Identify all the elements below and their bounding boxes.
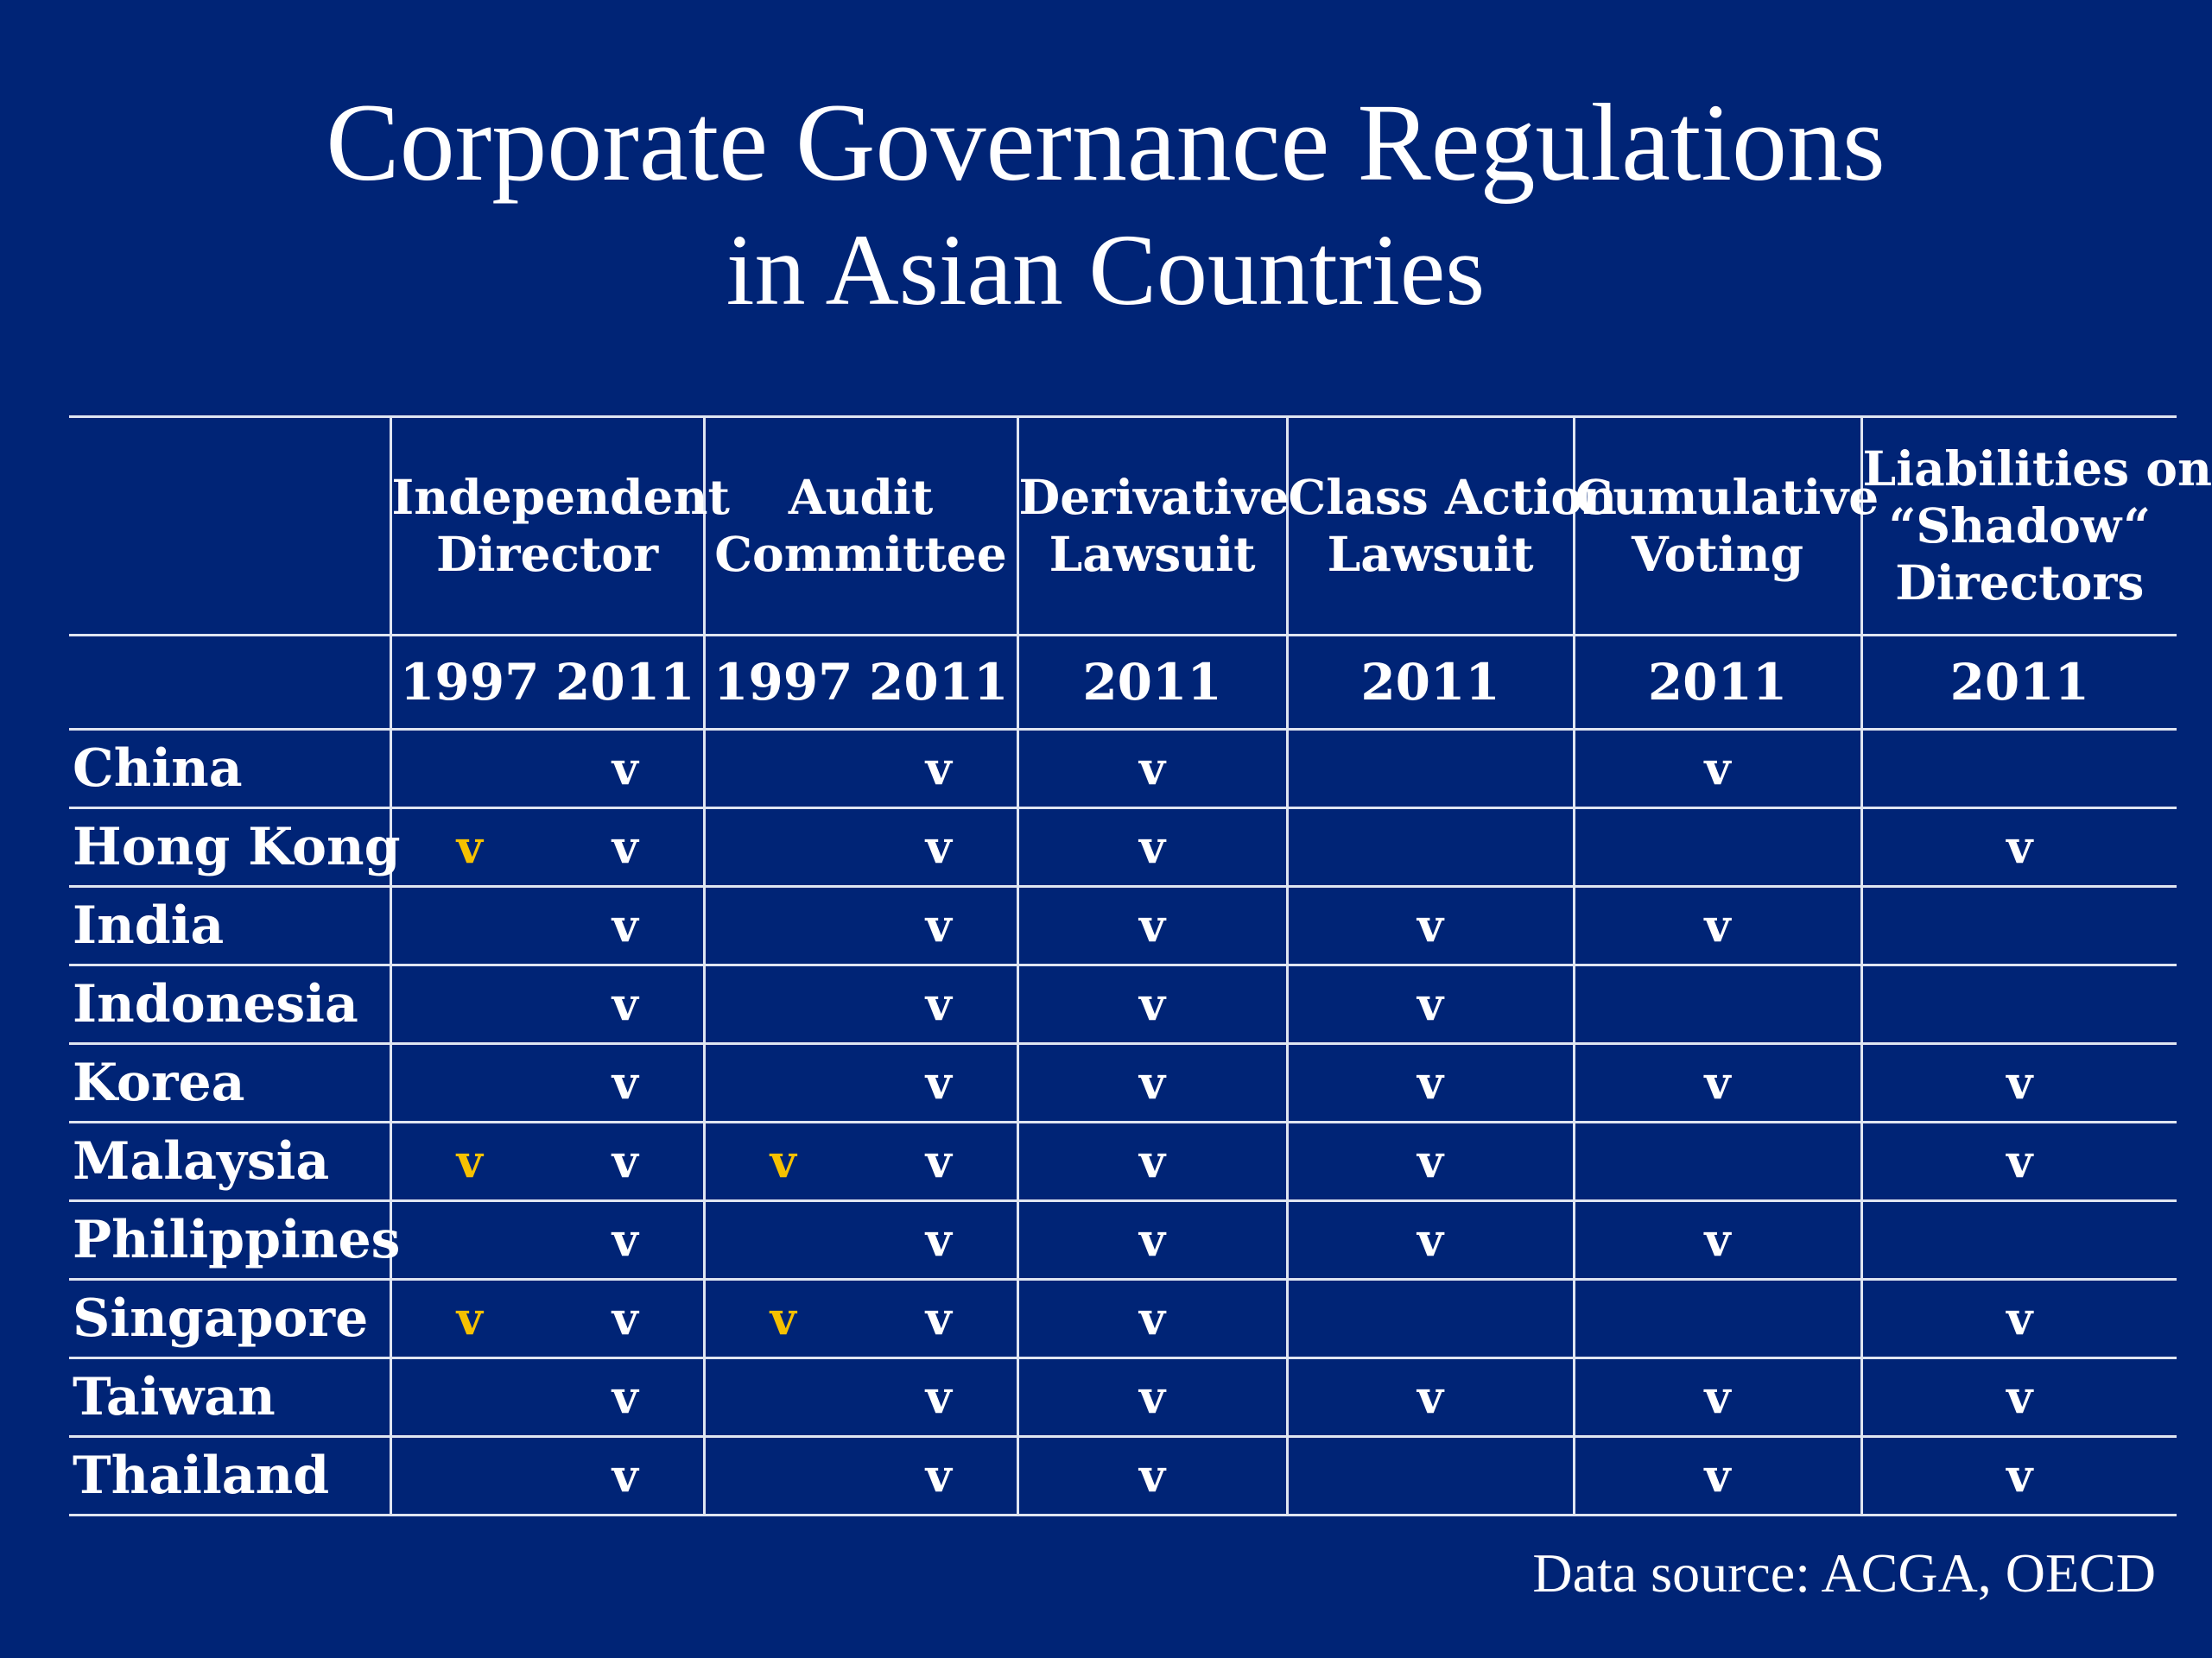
table-cell (1574, 1123, 1861, 1201)
check-mark: v (770, 1293, 796, 1345)
table-row (69, 808, 2177, 887)
table-cell (1287, 1280, 1574, 1358)
header-cumulative-voting (1574, 417, 1879, 636)
table-row (69, 1280, 2177, 1358)
header-line: Audit (788, 469, 934, 525)
table-cell (704, 730, 861, 808)
header-line: Lawsuit (1049, 526, 1256, 582)
table-cell (1574, 1201, 1861, 1280)
table-row (69, 887, 2177, 965)
check-mark: v (1704, 1057, 1731, 1110)
country-name: Korea (69, 1044, 390, 1123)
table-cell (1017, 730, 1287, 808)
table-cell (1574, 730, 1861, 808)
table-cell (548, 1201, 704, 1280)
year-label: 2011 (1287, 636, 1574, 730)
country-name: Philippines (69, 1201, 390, 1280)
table-cell (548, 1280, 704, 1358)
table-cell (1861, 965, 2177, 1044)
year-label: 1997 (390, 636, 548, 730)
country-name: Thailand (69, 1437, 390, 1516)
table-cell (1017, 1358, 1287, 1437)
table-cell (548, 1437, 704, 1516)
country-name: Indonesia (69, 965, 390, 1044)
check-mark: v (612, 900, 638, 952)
check-mark: v (1138, 1293, 1166, 1345)
table-cell (1861, 1123, 2177, 1201)
table-cell (1574, 1358, 1861, 1437)
check-mark: v (1704, 743, 1731, 795)
check-mark: v (612, 1293, 638, 1345)
year-label: 2011 (1017, 636, 1287, 730)
check-mark: v (1138, 821, 1166, 874)
year-label: 2011 (1861, 636, 2177, 730)
country-name: China (69, 730, 390, 808)
header-line: Liabilities on (1862, 440, 2212, 497)
check-mark: v (2006, 1371, 2033, 1424)
check-mark: v (1138, 1136, 1166, 1188)
header-line: Lawsuit (1327, 526, 1534, 582)
check-mark: v (612, 978, 638, 1031)
check-mark: v (1417, 900, 1444, 952)
table-cell (704, 1201, 861, 1280)
check-mark: v (1138, 1371, 1166, 1424)
table-cell (1861, 808, 2177, 887)
table-cell (1861, 730, 2177, 808)
check-mark: v (612, 1136, 638, 1188)
header-line: “Shadow“ (1888, 497, 2151, 554)
check-mark: v (1138, 900, 1166, 952)
country-name: India (69, 887, 390, 965)
table-cell (390, 1044, 548, 1123)
check-mark: v (925, 1371, 952, 1424)
check-mark: v (612, 1214, 638, 1267)
check-mark: v (456, 821, 483, 874)
table-cell (1861, 1280, 2177, 1358)
table-cell (390, 1201, 548, 1280)
table-cell (1287, 1044, 1574, 1123)
table-row (69, 1123, 2177, 1201)
table-cell (1861, 1437, 2177, 1516)
country-rows (69, 730, 2177, 1516)
table-cell (390, 1437, 548, 1516)
table-cell (390, 1358, 548, 1437)
table-cell (1287, 808, 1574, 887)
check-mark: v (2006, 821, 2033, 874)
check-mark: v (456, 1293, 483, 1345)
year-label: 2011 (548, 636, 704, 730)
table-cell (1574, 1044, 1861, 1123)
check-mark: v (2006, 1136, 2033, 1188)
table-cell (861, 730, 1017, 808)
check-mark: v (925, 900, 952, 952)
table-cell (548, 808, 704, 887)
country-name: Singapore (69, 1280, 390, 1358)
check-mark: v (1417, 1371, 1444, 1424)
year-corner (69, 636, 390, 730)
check-mark: v (925, 1293, 952, 1345)
check-mark: v (1138, 978, 1166, 1031)
table-row (69, 1201, 2177, 1280)
table-cell (1861, 1044, 2177, 1123)
table-cell (704, 1044, 861, 1123)
data-source-note: Data source: ACGA, OECD (1532, 1542, 2156, 1604)
check-mark: v (612, 1057, 638, 1110)
check-mark: v (925, 1214, 952, 1267)
header-line: Directors (1895, 554, 2145, 611)
table-cell (1017, 1044, 1287, 1123)
table-cell (704, 1280, 861, 1358)
table-row (69, 1437, 2177, 1516)
table-cell (861, 1358, 1017, 1437)
table-cell (861, 1437, 1017, 1516)
header-audit-committee (704, 417, 1017, 636)
table-cell (1287, 1437, 1574, 1516)
header-line: Committee (714, 526, 1007, 582)
table-cell (861, 1044, 1017, 1123)
regulations-table (69, 415, 2212, 1516)
header-line: Class Action (1288, 469, 1618, 525)
table-cell (390, 965, 548, 1044)
header-derivative-lawsuit (1017, 417, 1290, 636)
table-cell (1287, 730, 1574, 808)
table-cell (548, 1358, 704, 1437)
check-mark: v (1417, 978, 1444, 1031)
check-mark: v (456, 1136, 483, 1188)
check-mark: v (1417, 1057, 1444, 1110)
table-cell (861, 1280, 1017, 1358)
table-cell (1574, 965, 1861, 1044)
table-cell (548, 887, 704, 965)
table-cell (704, 808, 861, 887)
table-cell (1861, 887, 2177, 965)
header-shadow-directors (1861, 417, 2212, 636)
check-mark: v (612, 821, 638, 874)
table-cell (861, 887, 1017, 965)
table-cell (1017, 1437, 1287, 1516)
table-cell (1017, 887, 1287, 965)
table-cell (704, 1437, 861, 1516)
table-cell (1574, 808, 1861, 887)
table-cell (1017, 808, 1287, 887)
table-cell (1574, 887, 1861, 965)
check-mark: v (1704, 1450, 1731, 1503)
header-line: Cumulative (1575, 469, 1879, 525)
table-cell (548, 965, 704, 1044)
table-cell (1287, 1123, 1574, 1201)
table-cell (548, 1123, 704, 1201)
check-mark: v (770, 1136, 796, 1188)
table-cell (704, 965, 861, 1044)
check-mark: v (925, 1450, 952, 1503)
table-row (69, 965, 2177, 1044)
year-row (69, 636, 2177, 730)
check-mark: v (612, 743, 638, 795)
table-cell (390, 1280, 548, 1358)
table-cell (1017, 1280, 1287, 1358)
table-cell (704, 1358, 861, 1437)
header-line: Independent (391, 469, 730, 525)
check-mark: v (612, 1450, 638, 1503)
table-cell (1287, 965, 1574, 1044)
check-mark: v (1138, 743, 1166, 795)
table-row (69, 1044, 2177, 1123)
check-mark: v (2006, 1057, 2033, 1110)
slide-subtitle: in Asian Countries (726, 213, 1486, 326)
table-row (69, 730, 2177, 808)
header-line: Derivative (1018, 469, 1290, 525)
check-mark: v (612, 1371, 638, 1424)
table-cell (1017, 1123, 1287, 1201)
table-cell (1287, 1201, 1574, 1280)
check-mark: v (2006, 1293, 2033, 1345)
check-mark: v (925, 821, 952, 874)
check-mark: v (1417, 1214, 1444, 1267)
table-cell (1287, 887, 1574, 965)
check-mark: v (1704, 900, 1731, 952)
table-cell (861, 1201, 1017, 1280)
table-cell (704, 1123, 861, 1201)
check-mark: v (925, 978, 952, 1031)
table-cell (1574, 1280, 1861, 1358)
header-line: Voting (1632, 526, 1804, 582)
table-cell (1017, 1201, 1287, 1280)
check-mark: v (925, 743, 952, 795)
table-cell (548, 1044, 704, 1123)
table-cell (390, 887, 548, 965)
table-cell (1861, 1358, 2177, 1437)
table-cell (1287, 1358, 1574, 1437)
check-mark: v (1417, 1136, 1444, 1188)
year-label: 2011 (1574, 636, 1861, 730)
header-class-action-lawsuit (1287, 417, 1618, 636)
header-line: Director (435, 526, 659, 582)
country-name: Taiwan (69, 1358, 390, 1437)
table-row (69, 1358, 2177, 1437)
country-name: Hong Kong (69, 808, 390, 887)
check-mark: v (2006, 1450, 2033, 1503)
table-cell (861, 1123, 1017, 1201)
table-cell (1017, 965, 1287, 1044)
table-cell (704, 887, 861, 965)
header-corner (69, 417, 390, 636)
slide-title: Corporate Governance Regulations (326, 81, 1886, 204)
year-label: 1997 (704, 636, 861, 730)
table-cell (390, 730, 548, 808)
header-independent-director (390, 417, 730, 636)
check-mark: v (1138, 1214, 1166, 1267)
table-cell (548, 730, 704, 808)
check-mark: v (1138, 1450, 1166, 1503)
table-cell (1574, 1437, 1861, 1516)
check-mark: v (925, 1136, 952, 1188)
check-mark: v (1704, 1371, 1731, 1424)
check-mark: v (1704, 1214, 1731, 1267)
table-cell (861, 808, 1017, 887)
table-cell (390, 808, 548, 887)
check-mark: v (925, 1057, 952, 1110)
table-cell (1861, 1201, 2177, 1280)
table-cell (390, 1123, 548, 1201)
header-row (69, 417, 2177, 636)
check-mark: v (1138, 1057, 1166, 1110)
table-cell (861, 965, 1017, 1044)
country-name: Malaysia (69, 1123, 390, 1201)
year-label: 2011 (861, 636, 1017, 730)
